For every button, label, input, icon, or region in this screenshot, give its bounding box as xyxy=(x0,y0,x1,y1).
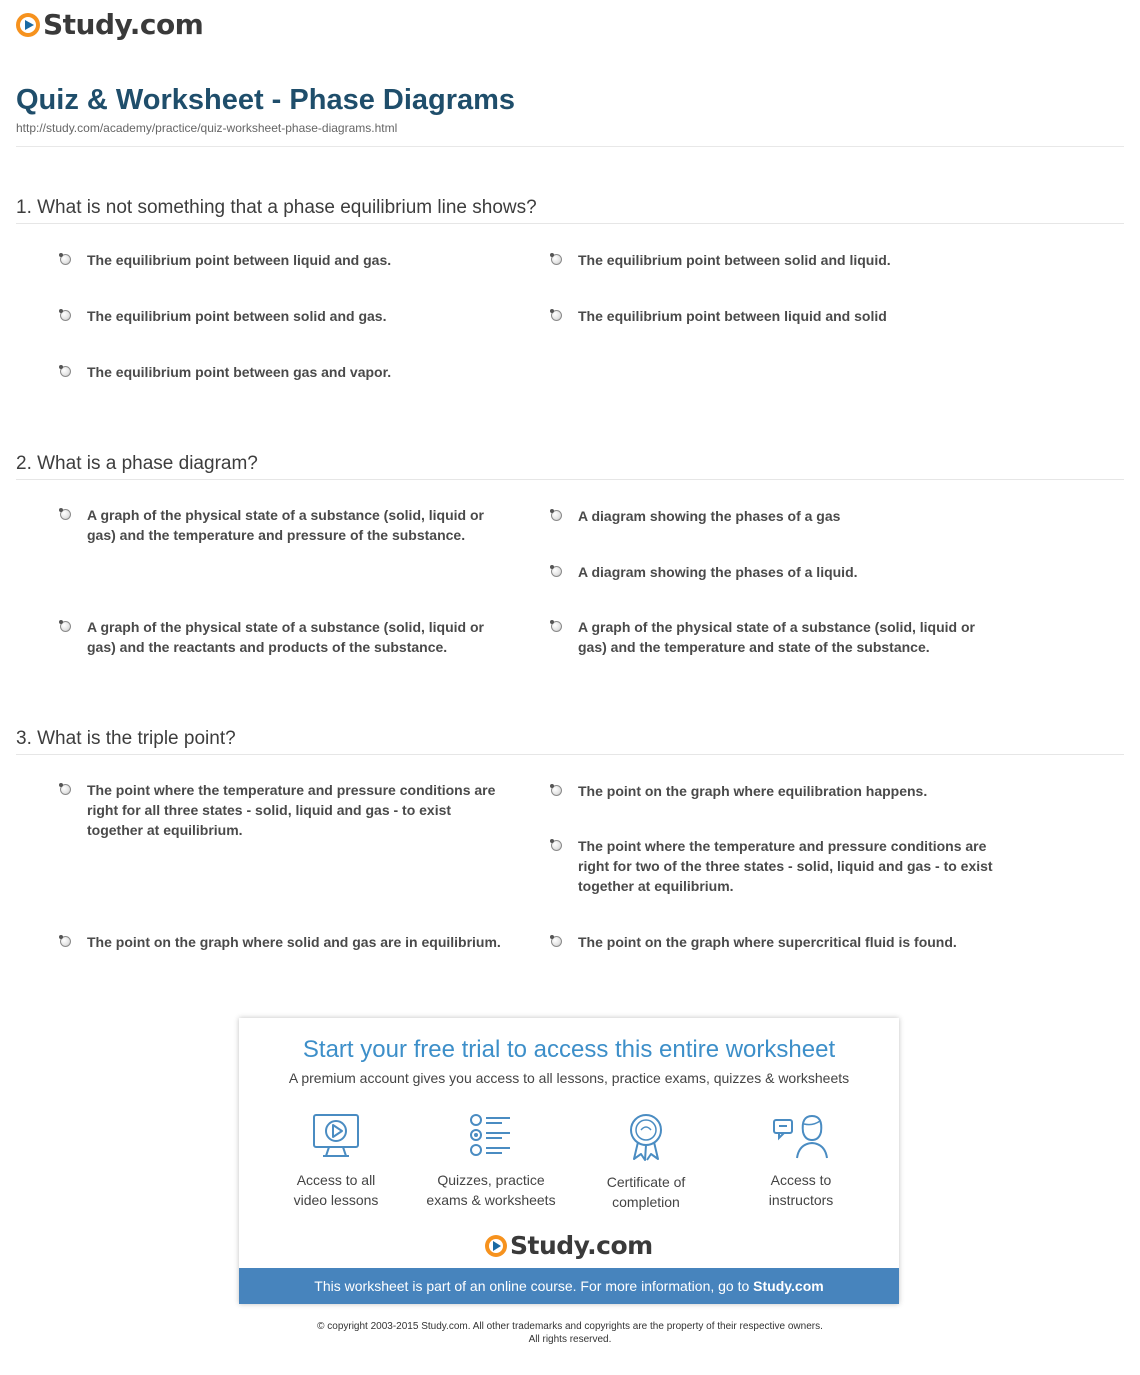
feature-label: Certificate of xyxy=(606,1174,686,1190)
certificate-icon xyxy=(621,1112,671,1162)
answer-option[interactable]: A diagram showing the phases of a gas xyxy=(551,506,1001,526)
feature-label: Access to xyxy=(770,1172,832,1188)
radio-button[interactable] xyxy=(60,936,71,947)
answer-option[interactable]: The equilibrium point between solid and gas. xyxy=(60,306,510,326)
answer-option[interactable]: The equilibrium point between liquid and gas. xyxy=(60,250,510,270)
copyright-line: © copyright 2003-2015 Study.com. All other trademarks and copyrights are the property of their respective owners. xyxy=(317,1321,823,1332)
radio-button[interactable] xyxy=(60,509,71,520)
copyright xyxy=(0,1320,1140,1346)
feature-label: Quizzes, practice xyxy=(437,1172,545,1188)
radio-button[interactable] xyxy=(60,254,71,265)
page-url: http://study.com/academy/practice/quiz-worksheet-phase-diagrams.html xyxy=(16,121,398,135)
radio-button[interactable] xyxy=(551,785,562,796)
radio-button[interactable] xyxy=(551,510,562,521)
radio-button[interactable] xyxy=(551,310,562,321)
promo-bar-text: This worksheet is part of an online course. For more information, go to xyxy=(314,1278,754,1294)
feature-label: exams & worksheets xyxy=(426,1192,556,1208)
video-lesson-icon xyxy=(311,1112,361,1160)
free-trial-promo xyxy=(239,1018,899,1304)
promo-title[interactable]: Start your free trial to access this entire worksheet xyxy=(302,1036,836,1063)
feature-instructors xyxy=(726,1112,876,1210)
logo-text: Study.com xyxy=(43,8,204,41)
answer-option[interactable]: The point on the graph where solid and gas are in equilibrium. xyxy=(60,932,510,952)
answer-option[interactable]: The point on the graph where supercritical fluid is found. xyxy=(551,932,1001,952)
header-divider xyxy=(16,146,1124,147)
answer-option[interactable]: A graph of the physical state of a substance (solid, liquid or gas) and the temperature and state of the substance. xyxy=(551,617,1001,657)
play-logo-icon xyxy=(485,1235,507,1257)
answer-option[interactable]: The equilibrium point between gas and vapor. xyxy=(60,362,510,382)
answer-option[interactable]: The equilibrium point between liquid and solid xyxy=(551,306,1001,326)
question-divider xyxy=(16,479,1124,480)
answer-option[interactable]: The point on the graph where equilibration happens. xyxy=(551,781,1001,801)
radio-button[interactable] xyxy=(60,621,71,632)
radio-button[interactable] xyxy=(60,366,71,377)
question-divider xyxy=(16,223,1124,224)
promo-subtitle: A premium account gives you access to all lessons, practice exams, quizzes & worksheets xyxy=(288,1070,850,1086)
answer-option[interactable]: The point where the temperature and pressure conditions are right for all three states - solid, liquid and gas - to exist together at equilibrium. xyxy=(60,780,510,840)
study-logo[interactable] xyxy=(485,1231,653,1260)
radio-button[interactable] xyxy=(60,310,71,321)
page-title: Quiz & Worksheet - Phase Diagrams xyxy=(16,84,516,116)
feature-certificate xyxy=(571,1112,721,1212)
feature-label: completion xyxy=(612,1194,680,1210)
answer-option[interactable]: A diagram showing the phases of a liquid. xyxy=(551,562,1001,582)
logo-text: Study.com xyxy=(510,1231,653,1260)
question-2: 2. What is a phase diagram? xyxy=(16,453,258,474)
play-logo-icon xyxy=(16,13,40,37)
copyright-line: All rights reserved. xyxy=(528,1334,612,1345)
feature-label: instructors xyxy=(768,1192,834,1208)
promo-bar xyxy=(239,1268,899,1304)
radio-button[interactable] xyxy=(551,566,562,577)
answer-option[interactable]: A graph of the physical state of a substance (solid, liquid or gas) and the reactants and products of the substance. xyxy=(60,617,510,657)
answer-option[interactable]: The point where the temperature and pressure conditions are right for two of the three states - solid, liquid and gas - to exist together at equilibrium. xyxy=(551,836,1001,896)
quiz-list-icon xyxy=(466,1112,516,1160)
radio-button[interactable] xyxy=(551,621,562,632)
feature-quizzes xyxy=(416,1112,566,1210)
feature-video-lessons xyxy=(261,1112,411,1210)
answer-option[interactable]: A graph of the physical state of a substance (solid, liquid or gas) and the temperature and pressure of the substance. xyxy=(60,505,510,545)
question-3: 3. What is the triple point? xyxy=(16,728,236,749)
question-1: 1. What is not something that a phase equilibrium line shows? xyxy=(16,197,537,218)
study-link[interactable]: Study.com xyxy=(753,1278,824,1294)
feature-label: video lessons xyxy=(293,1192,379,1208)
instructor-icon xyxy=(771,1112,831,1160)
radio-button[interactable] xyxy=(60,784,71,795)
radio-button[interactable] xyxy=(551,840,562,851)
radio-button[interactable] xyxy=(551,254,562,265)
study-logo[interactable] xyxy=(16,8,203,41)
radio-button[interactable] xyxy=(551,936,562,947)
answer-option[interactable]: The equilibrium point between solid and liquid. xyxy=(551,250,1001,270)
question-divider xyxy=(16,754,1124,755)
feature-label: Access to all xyxy=(296,1172,376,1188)
